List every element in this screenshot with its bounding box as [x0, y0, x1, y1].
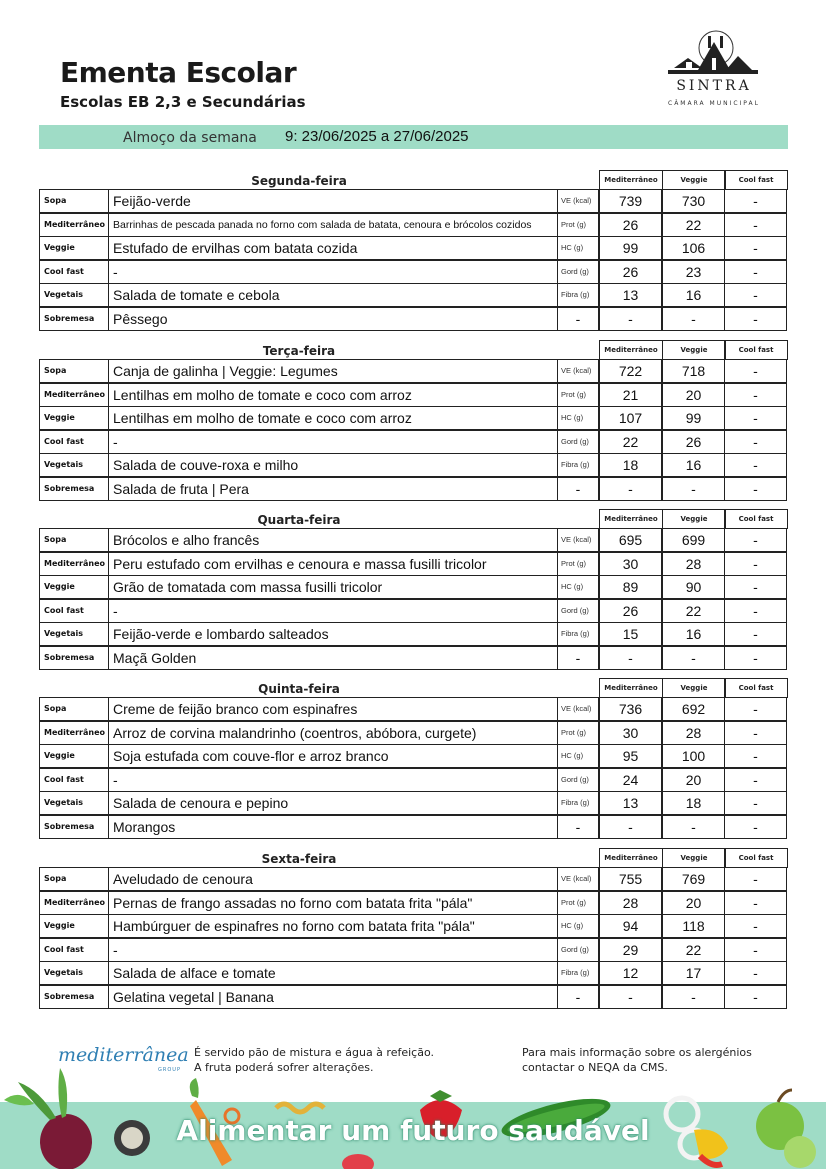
table-row: [39, 359, 789, 383]
table-row: [39, 867, 789, 891]
meal-description: Salada de fruta | Pera: [108, 477, 558, 501]
value-cool-fast: -: [724, 453, 787, 477]
value-veggie: 20: [662, 891, 725, 915]
day-table: [39, 678, 789, 840]
meal-description: Hambúrguer de espinafres no forno com batata frita "pála": [108, 914, 558, 938]
value-cool-fast: -: [724, 985, 787, 1009]
meal-description: Creme de feijão branco com espinafres: [108, 697, 558, 721]
day-name: Quarta-feira: [257, 513, 341, 527]
table-row: [39, 406, 789, 430]
meal-description: Estufado de ervilhas com batata cozida: [108, 236, 558, 260]
value-veggie: 699: [662, 528, 725, 552]
logo-name: SINTRA: [676, 78, 752, 94]
week-label: Almoço da semana: [123, 130, 257, 146]
value-veggie: 769: [662, 867, 725, 891]
value-veggie: 692: [662, 697, 725, 721]
meal-category: Veggie: [39, 744, 109, 768]
table-row: [39, 189, 789, 213]
meal-category: Mediterrâneo: [39, 721, 109, 745]
value-mediterraneo: 755: [599, 867, 662, 891]
value-cool-fast: -: [724, 260, 787, 284]
value-veggie: 90: [662, 575, 725, 599]
value-veggie: 20: [662, 768, 725, 792]
note-right-line: Para mais informação sobre os alergénios: [522, 1046, 752, 1059]
nutrient-label: VE (kcal): [557, 189, 599, 213]
value-veggie: 730: [662, 189, 725, 213]
nutrient-label: Fibra (g): [557, 453, 599, 477]
nutrient-label: Prot (g): [557, 383, 599, 407]
meal-category: Cool fast: [39, 430, 109, 454]
column-header: Cool fast: [724, 678, 788, 698]
nutrient-label: Fibra (g): [557, 791, 599, 815]
day-header: [39, 678, 789, 698]
value-mediterraneo: 722: [599, 359, 662, 383]
table-row: [39, 528, 789, 552]
meal-category: Sopa: [39, 189, 109, 213]
value-cool-fast: -: [724, 477, 787, 501]
meal-category: Sopa: [39, 528, 109, 552]
nutrient-label: Fibra (g): [557, 622, 599, 646]
value-mediterraneo: 89: [599, 575, 662, 599]
note-left-line: É servido pão de mistura e água à refeição.: [194, 1046, 434, 1059]
nutrient-label: HC (g): [557, 406, 599, 430]
table-row: [39, 283, 789, 307]
column-header: Veggie: [662, 509, 726, 529]
column-header: Cool fast: [724, 509, 788, 529]
meal-description: Morangos: [108, 815, 558, 839]
value-mediterraneo: 30: [599, 552, 662, 576]
day-table: [39, 848, 789, 1010]
meal-category: Sobremesa: [39, 646, 109, 670]
table-row: [39, 575, 789, 599]
value-cool-fast: -: [724, 914, 787, 938]
value-cool-fast: -: [724, 622, 787, 646]
meal-category: Vegetais: [39, 622, 109, 646]
value-mediterraneo: 13: [599, 791, 662, 815]
nutrient-label: Gord (g): [557, 430, 599, 454]
day-table: [39, 170, 789, 332]
table-row: [39, 697, 789, 721]
meal-description: -: [108, 768, 558, 792]
meal-category: Mediterrâneo: [39, 213, 109, 237]
value-veggie: 22: [662, 213, 725, 237]
week-bar: [39, 125, 788, 149]
nutrient-label: -: [557, 646, 599, 670]
value-veggie: 106: [662, 236, 725, 260]
column-header: Cool fast: [724, 848, 788, 868]
value-mediterraneo: -: [599, 815, 662, 839]
table-row: [39, 453, 789, 477]
meal-description: -: [108, 430, 558, 454]
nutrient-label: HC (g): [557, 575, 599, 599]
meal-description: Canja de galinha | Veggie: Legumes: [108, 359, 558, 383]
value-veggie: -: [662, 985, 725, 1009]
value-cool-fast: -: [724, 768, 787, 792]
value-veggie: 16: [662, 283, 725, 307]
table-row: [39, 477, 789, 501]
meal-category: Cool fast: [39, 768, 109, 792]
day-name: Sexta-feira: [261, 852, 337, 866]
value-veggie: 20: [662, 383, 725, 407]
table-row: [39, 961, 789, 985]
value-mediterraneo: 736: [599, 697, 662, 721]
value-veggie: 18: [662, 791, 725, 815]
value-mediterraneo: 28: [599, 891, 662, 915]
value-cool-fast: -: [724, 528, 787, 552]
castle-icon: [664, 30, 764, 78]
value-mediterraneo: -: [599, 985, 662, 1009]
meal-description: Pêssego: [108, 307, 558, 331]
value-cool-fast: -: [724, 213, 787, 237]
day-table: [39, 509, 789, 671]
nutrient-label: Prot (g): [557, 721, 599, 745]
meal-category: Mediterrâneo: [39, 552, 109, 576]
meal-description: -: [108, 260, 558, 284]
nutrient-label: Prot (g): [557, 213, 599, 237]
slogan: Alimentar um futuro saudável: [176, 1114, 650, 1147]
value-mediterraneo: 29: [599, 938, 662, 962]
value-mediterraneo: 695: [599, 528, 662, 552]
meal-category: Cool fast: [39, 260, 109, 284]
value-cool-fast: -: [724, 430, 787, 454]
meal-description: Grão de tomatada com massa fusilli tricolor: [108, 575, 558, 599]
value-mediterraneo: 94: [599, 914, 662, 938]
table-row: [39, 744, 789, 768]
value-cool-fast: -: [724, 867, 787, 891]
value-mediterraneo: 13: [599, 283, 662, 307]
meal-description: Salada de tomate e cebola: [108, 283, 558, 307]
nutrient-label: Gord (g): [557, 599, 599, 623]
table-row: [39, 213, 789, 237]
meal-description: Salada de couve-roxa e milho: [108, 453, 558, 477]
meal-description: Feijão-verde: [108, 189, 558, 213]
value-mediterraneo: 739: [599, 189, 662, 213]
meal-description: Lentilhas em molho de tomate e coco com arroz: [108, 406, 558, 430]
day-name: Quinta-feira: [258, 682, 340, 696]
value-veggie: -: [662, 646, 725, 670]
nutrient-label: VE (kcal): [557, 528, 599, 552]
note-left-line: A fruta poderá sofrer alterações.: [194, 1061, 374, 1074]
meal-description: Barrinhas de pescada panada no forno com salada de batata, cenoura e brócolos cozidos: [108, 213, 558, 237]
value-veggie: -: [662, 477, 725, 501]
value-mediterraneo: 22: [599, 430, 662, 454]
nutrient-label: Prot (g): [557, 891, 599, 915]
value-mediterraneo: 12: [599, 961, 662, 985]
meal-category: Sopa: [39, 867, 109, 891]
meal-category: Veggie: [39, 236, 109, 260]
day-header: [39, 848, 789, 868]
nutrient-label: HC (g): [557, 744, 599, 768]
value-veggie: 22: [662, 599, 725, 623]
value-mediterraneo: 26: [599, 213, 662, 237]
table-row: [39, 938, 789, 962]
value-cool-fast: -: [724, 552, 787, 576]
value-cool-fast: -: [724, 891, 787, 915]
value-mediterraneo: 107: [599, 406, 662, 430]
value-mediterraneo: 15: [599, 622, 662, 646]
value-veggie: 28: [662, 552, 725, 576]
meal-description: Lentilhas em molho de tomate e coco com arroz: [108, 383, 558, 407]
meal-description: Feijão-verde e lombardo salteados: [108, 622, 558, 646]
value-cool-fast: -: [724, 744, 787, 768]
table-row: [39, 721, 789, 745]
nutrient-label: Gord (g): [557, 768, 599, 792]
meal-description: Salada de alface e tomate: [108, 961, 558, 985]
meal-category: Vegetais: [39, 453, 109, 477]
meal-category: Cool fast: [39, 938, 109, 962]
value-mediterraneo: -: [599, 646, 662, 670]
meal-category: Sopa: [39, 359, 109, 383]
meal-description: -: [108, 938, 558, 962]
value-cool-fast: -: [724, 189, 787, 213]
week-range: 9: 23/06/2025 a 27/06/2025: [285, 128, 469, 145]
table-row: [39, 430, 789, 454]
meal-description: Pernas de frango assadas no forno com batata frita "pála": [108, 891, 558, 915]
column-header: Mediterrâneo: [599, 509, 663, 529]
value-mediterraneo: -: [599, 307, 662, 331]
meal-category: Veggie: [39, 575, 109, 599]
value-cool-fast: -: [724, 815, 787, 839]
meal-description: Peru estufado com ervilhas e cenoura e massa fusilli tricolor: [108, 552, 558, 576]
meal-category: Veggie: [39, 914, 109, 938]
value-veggie: 718: [662, 359, 725, 383]
nutrient-label: Fibra (g): [557, 961, 599, 985]
value-veggie: -: [662, 815, 725, 839]
column-header: Veggie: [662, 340, 726, 360]
value-veggie: 28: [662, 721, 725, 745]
nutrient-label: Fibra (g): [557, 283, 599, 307]
table-row: [39, 914, 789, 938]
nutrient-label: -: [557, 477, 599, 501]
day-table: [39, 340, 789, 502]
value-cool-fast: -: [724, 791, 787, 815]
value-cool-fast: -: [724, 938, 787, 962]
value-veggie: 23: [662, 260, 725, 284]
value-veggie: 26: [662, 430, 725, 454]
value-cool-fast: -: [724, 307, 787, 331]
meal-category: Sopa: [39, 697, 109, 721]
value-veggie: 16: [662, 453, 725, 477]
value-cool-fast: -: [724, 359, 787, 383]
day-header: [39, 170, 789, 190]
value-veggie: 99: [662, 406, 725, 430]
column-header: Mediterrâneo: [599, 340, 663, 360]
nutrient-label: Gord (g): [557, 938, 599, 962]
nutrient-label: HC (g): [557, 914, 599, 938]
value-cool-fast: -: [724, 599, 787, 623]
value-mediterraneo: 26: [599, 260, 662, 284]
nutrient-label: VE (kcal): [557, 359, 599, 383]
meal-category: Sobremesa: [39, 985, 109, 1009]
column-header: Mediterrâneo: [599, 848, 663, 868]
meal-category: Sobremesa: [39, 815, 109, 839]
value-veggie: -: [662, 307, 725, 331]
meal-category: Mediterrâneo: [39, 383, 109, 407]
value-veggie: 118: [662, 914, 725, 938]
table-row: [39, 236, 789, 260]
meal-category: Cool fast: [39, 599, 109, 623]
table-row: [39, 791, 789, 815]
nutrient-label: -: [557, 985, 599, 1009]
value-cool-fast: -: [724, 961, 787, 985]
nutrient-label: Prot (g): [557, 552, 599, 576]
column-header: Mediterrâneo: [599, 170, 663, 190]
value-mediterraneo: 95: [599, 744, 662, 768]
table-row: [39, 552, 789, 576]
meal-description: Arroz de corvina malandrinho (coentros, abóbora, curgete): [108, 721, 558, 745]
table-row: [39, 383, 789, 407]
value-veggie: 100: [662, 744, 725, 768]
column-header: Veggie: [662, 848, 726, 868]
value-veggie: 22: [662, 938, 725, 962]
value-cool-fast: -: [724, 406, 787, 430]
value-mediterraneo: 18: [599, 453, 662, 477]
meal-description: Salada de cenoura e pepino: [108, 791, 558, 815]
meal-category: Vegetais: [39, 283, 109, 307]
value-cool-fast: -: [724, 697, 787, 721]
meal-description: Aveludado de cenoura: [108, 867, 558, 891]
page-title: Ementa Escolar: [60, 56, 297, 89]
nutrient-label: -: [557, 815, 599, 839]
meal-category: Vegetais: [39, 961, 109, 985]
value-cool-fast: -: [724, 383, 787, 407]
sintra-logo: [664, 30, 764, 112]
column-header: Cool fast: [724, 340, 788, 360]
value-veggie: 16: [662, 622, 725, 646]
value-cool-fast: -: [724, 236, 787, 260]
meal-category: Sobremesa: [39, 307, 109, 331]
column-header: Cool fast: [724, 170, 788, 190]
value-mediterraneo: -: [599, 477, 662, 501]
value-mediterraneo: 99: [599, 236, 662, 260]
nutrient-label: VE (kcal): [557, 867, 599, 891]
value-mediterraneo: 26: [599, 599, 662, 623]
nutrient-label: HC (g): [557, 236, 599, 260]
table-row: [39, 891, 789, 915]
table-row: [39, 599, 789, 623]
meal-category: Mediterrâneo: [39, 891, 109, 915]
value-mediterraneo: 21: [599, 383, 662, 407]
meal-description: -: [108, 599, 558, 623]
meal-category: Veggie: [39, 406, 109, 430]
meal-description: Gelatina vegetal | Banana: [108, 985, 558, 1009]
table-row: [39, 815, 789, 839]
table-row: [39, 622, 789, 646]
column-header: Veggie: [662, 170, 726, 190]
brand-group: GROUP: [158, 1067, 181, 1073]
column-header: Mediterrâneo: [599, 678, 663, 698]
value-veggie: 17: [662, 961, 725, 985]
value-mediterraneo: 30: [599, 721, 662, 745]
logo-subtitle: CÂMARA MUNICIPAL: [668, 100, 760, 107]
day-header: [39, 340, 789, 360]
table-row: [39, 768, 789, 792]
note-right-line: contactar o NEQA da CMS.: [522, 1061, 668, 1074]
table-row: [39, 307, 789, 331]
meal-description: Brócolos e alho francês: [108, 528, 558, 552]
table-row: [39, 985, 789, 1009]
nutrient-label: Gord (g): [557, 260, 599, 284]
day-name: Segunda-feira: [251, 174, 347, 188]
value-cool-fast: -: [724, 575, 787, 599]
brand-logo: mediterrânea: [58, 1044, 189, 1066]
table-row: [39, 646, 789, 670]
nutrient-label: -: [557, 307, 599, 331]
meal-description: Maçã Golden: [108, 646, 558, 670]
value-cool-fast: -: [724, 646, 787, 670]
column-header: Veggie: [662, 678, 726, 698]
page-subtitle: Escolas EB 2,3 e Secundárias: [60, 93, 306, 111]
value-cool-fast: -: [724, 283, 787, 307]
nutrient-label: VE (kcal): [557, 697, 599, 721]
meal-category: Sobremesa: [39, 477, 109, 501]
meal-description: Soja estufada com couve-flor e arroz branco: [108, 744, 558, 768]
day-header: [39, 509, 789, 529]
value-cool-fast: -: [724, 721, 787, 745]
table-row: [39, 260, 789, 284]
value-mediterraneo: 24: [599, 768, 662, 792]
meal-category: Vegetais: [39, 791, 109, 815]
day-name: Terça-feira: [262, 344, 336, 358]
